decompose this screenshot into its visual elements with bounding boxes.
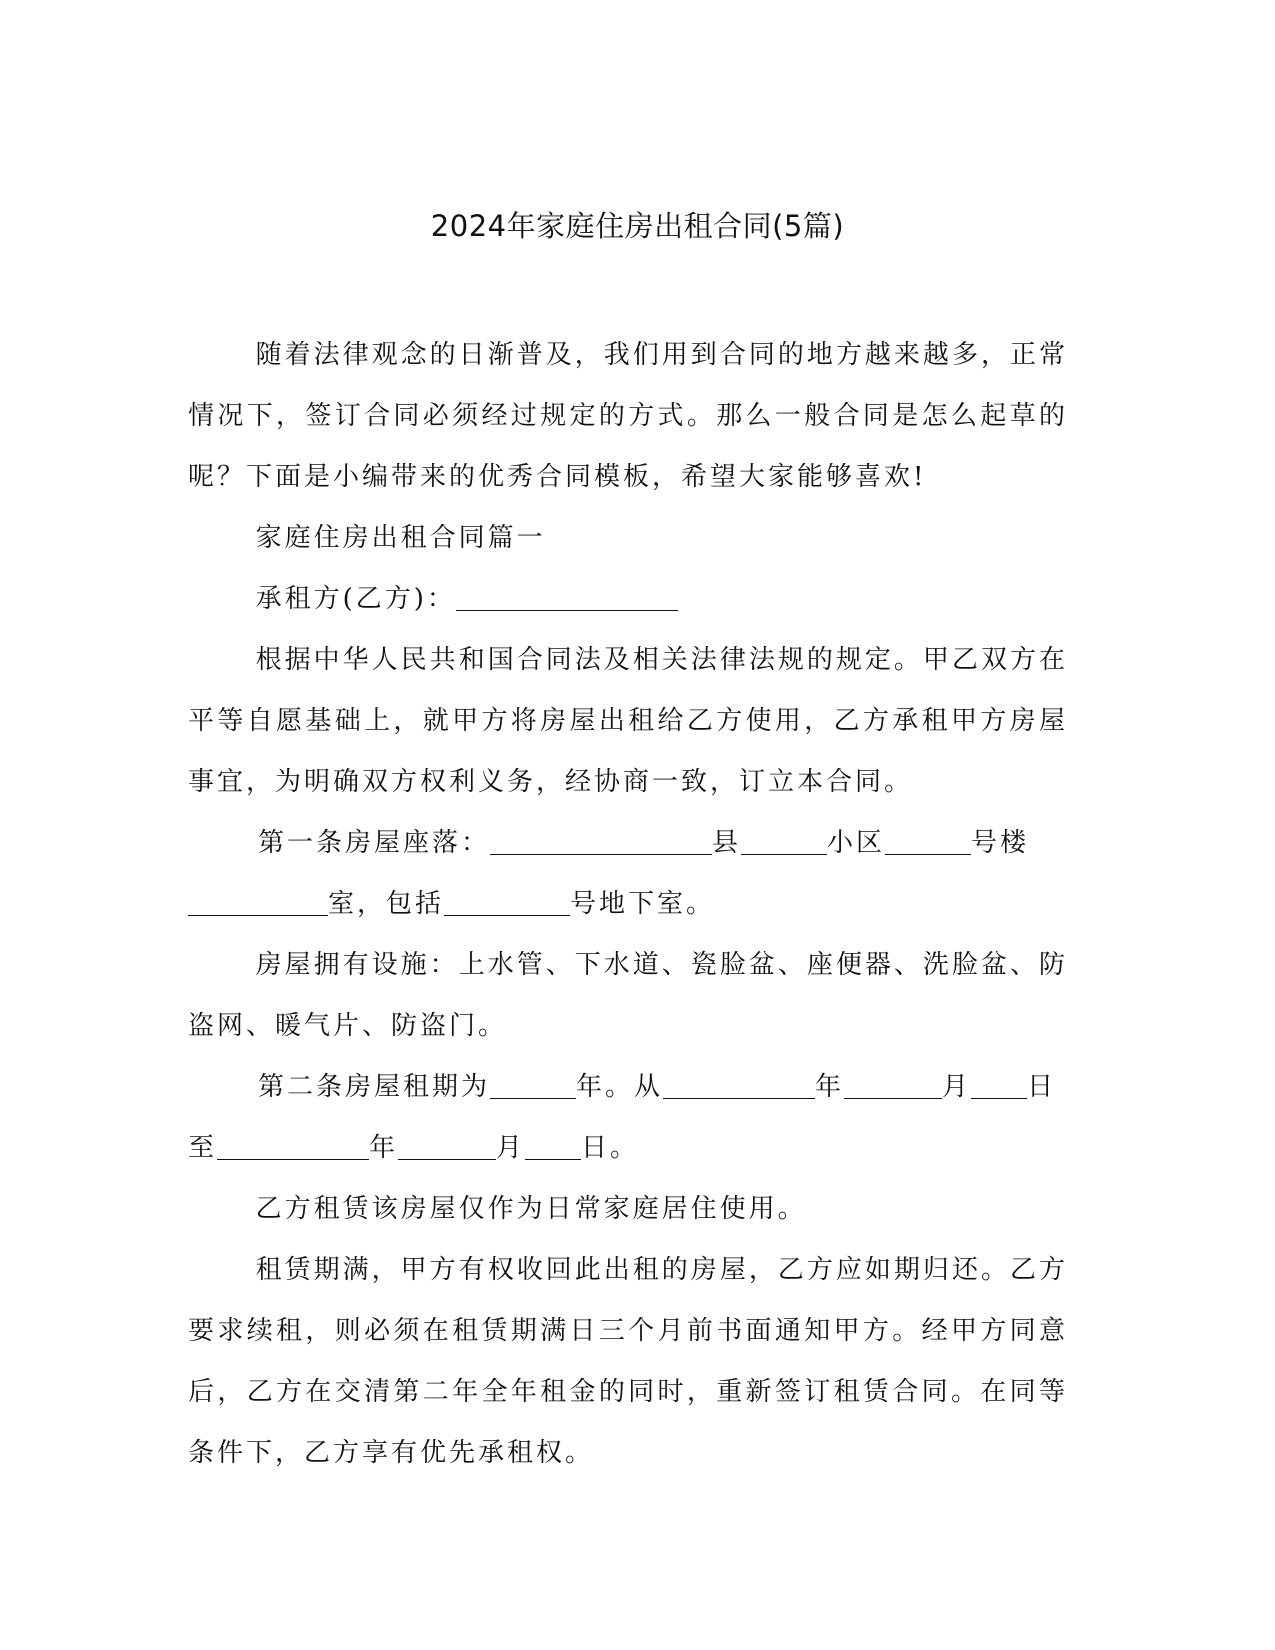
blank-room <box>188 889 328 916</box>
lessee-line <box>188 569 1068 630</box>
article-2-label: 第二条房屋租期为 <box>258 1072 491 1102</box>
blank-start-year <box>663 1072 815 1099</box>
blank-community <box>741 828 827 855</box>
blank-building <box>885 828 971 855</box>
renewal-paragraph: 租赁期满，甲方有权收回此出租的房屋，乙方应如期归还。乙方要求续租，则必须在租赁期满日三个月前书面通知甲方。经甲方同意后，乙方在交清第二年全年租金的同时，重新签订租赁合同。在同等条件下，乙方享有优先承租权。 <box>188 1255 1068 1468</box>
section-heading: 家庭住房出租合同篇一 <box>255 523 546 553</box>
document-title: 2024年家庭住房出租合同(5篇) <box>430 209 845 243</box>
blank-end-month <box>398 1133 496 1160</box>
blank-county <box>490 828 712 855</box>
usage-paragraph: 乙方租赁该房屋仅作为日常家庭居住使用。 <box>255 1194 807 1224</box>
preamble-paragraph: 根据中华人民共和国合同法及相关法律法规的规定。甲乙双方在平等自愿基础上，就甲方将房屋出租给乙方使用，乙方承租甲方房屋事宜，为明确双方权利义务，经协商一致，订立本合同。 <box>188 645 1068 797</box>
document-body <box>188 325 1068 1484</box>
article-1-label: 第一条房屋座落： <box>258 828 491 858</box>
blank-term-years <box>490 1072 576 1099</box>
article-2: 第二条房屋租期为 年。从 年 月 日 至 年 月 日。 <box>188 1072 1057 1163</box>
intro-paragraph: 随着法律观念的日渐普及，我们用到合同的地方越来越多，正常情况下，签订合同必须经过规定的方式。那么一般合同是怎么起草的呢？下面是小编带来的优秀合同模板，希望大家能够喜欢! <box>188 340 1068 492</box>
blank-end-day <box>525 1133 581 1160</box>
article-1: 第一条房屋座落： 县 小区 号楼 室，包括 号地下室。 <box>188 813 1068 935</box>
blank-start-day <box>971 1072 1027 1099</box>
blank-basement <box>444 889 570 916</box>
facilities-paragraph: 房屋拥有设施：上水管、下水道、瓷脸盆、座便器、洗脸盆、防盗网、暖气片、防盗门。 <box>188 950 1068 1041</box>
lessee-blank <box>456 584 678 611</box>
blank-end-year <box>217 1133 369 1160</box>
blank-start-month <box>844 1072 942 1099</box>
lessee-label: 承租方(乙方)： <box>255 584 456 614</box>
